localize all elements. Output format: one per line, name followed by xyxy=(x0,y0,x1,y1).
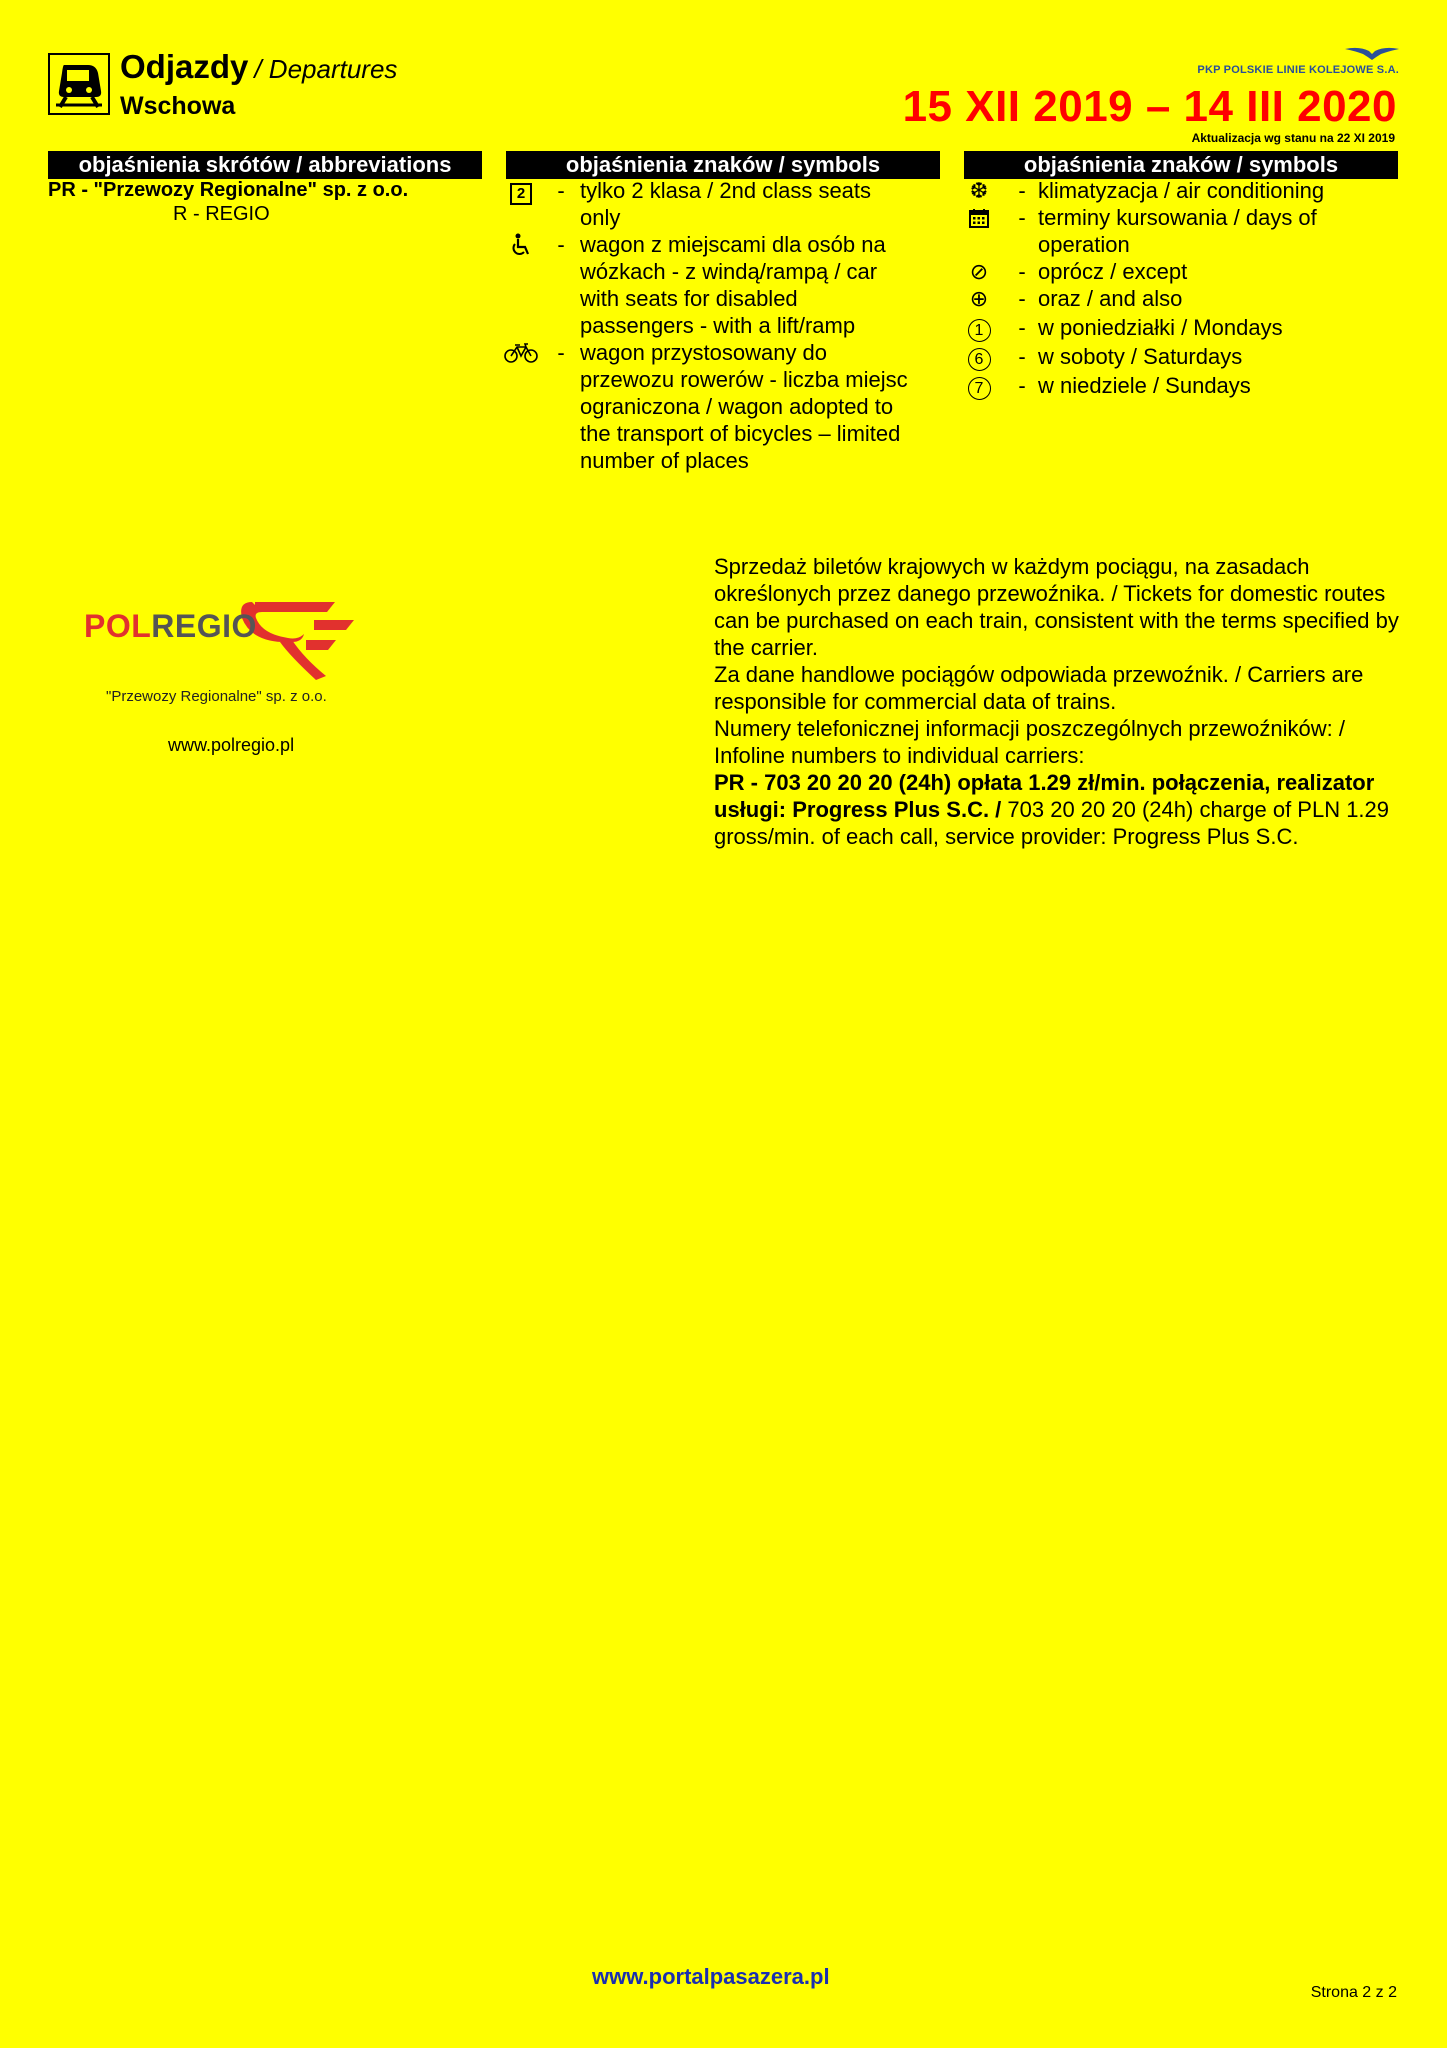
symbol-description: w soboty / Saturdays xyxy=(1038,344,1243,369)
symbol-dash: - xyxy=(1018,344,1026,369)
except-icon: ⊘ xyxy=(969,259,989,284)
symbol-dash: - xyxy=(1018,286,1026,311)
symbol-dash: - xyxy=(1018,259,1026,284)
symbol-description: wagon z miejscami dla osób na wózkach - z windą/rampą / car with seats for disabled passengers - with a lift/ramp xyxy=(580,232,886,338)
symbol-description: oprócz / except xyxy=(1038,259,1188,284)
symbol-dash: - xyxy=(557,178,565,203)
page-number: Strona 2 z 2 xyxy=(1310,1984,1397,2001)
sunday-icon: 7 xyxy=(964,372,994,400)
polregio-wordmark-regio: REGIO xyxy=(151,608,257,644)
carrier-website: www.polregio.pl xyxy=(168,735,295,755)
title-main: Odjazdy xyxy=(120,48,249,85)
polregio-wordmark-pol: POL xyxy=(84,608,152,644)
saturday-icon: 6 xyxy=(964,343,994,371)
info-tickets: Sprzedaż biletów krajowych w każdym pociągu, na zasadach określonych przez danego przewoźnika. / Tickets for domestic routes can be purchased on each train, consistent with the terms specified by the carrier. xyxy=(714,554,1399,660)
bicycle-icon xyxy=(506,339,536,370)
symbols-heading-right: objaśnienia znaków / symbols xyxy=(964,151,1398,179)
symbol-description: tylko 2 klasa / 2nd class seats only xyxy=(580,178,872,230)
abbreviation-pr: PR - "Przewozy Regionalne" sp. z o.o. xyxy=(48,179,409,201)
symbol-dash: - xyxy=(1018,373,1026,398)
wheelchair-icon xyxy=(506,231,536,263)
symbol-description: oraz / and also xyxy=(1038,286,1183,311)
info-block xyxy=(714,553,1414,850)
monday-icon: 1 xyxy=(964,314,994,342)
validity-dates: 15 XII 2019 – 14 III 2020 xyxy=(902,82,1397,131)
pkp-logo-text: PKP POLSKIE LINIE KOLEJOWE S.A. xyxy=(1197,64,1399,76)
symbol-dash: - xyxy=(557,340,565,365)
symbols-list-left xyxy=(506,177,946,517)
symbols-heading-left: objaśnienia znaków / symbols xyxy=(506,151,940,179)
info-infoline-pr-en: 703 20 20 20 (24h) charge of PLN 1.29 gross/min. of each call, service provider: Progress Plus S.C. xyxy=(714,797,1390,849)
carrier-legal-name: "Przewozy Regionalne" sp. z o.o. xyxy=(106,688,327,705)
polregio-wordmark xyxy=(84,608,257,645)
second-class-icon: 2 xyxy=(506,177,536,205)
update-note: Aktualizacja wg stanu na 22 XI 2019 xyxy=(1191,131,1395,145)
calendar-icon xyxy=(964,204,994,234)
symbol-dash: - xyxy=(557,232,565,257)
symbol-dash: - xyxy=(1018,315,1026,340)
abbreviation-r: R - REGIO xyxy=(173,203,270,225)
symbol-description: wagon przystosowany do przewozu rowerów - liczba miejsc ograniczona / wagon adopted to the transport of bicycles – limited number of places xyxy=(580,340,908,473)
abbreviations-heading: objaśnienia skrótów / abbreviations xyxy=(48,151,482,179)
symbol-description: terminy kursowania / days of operation xyxy=(1038,205,1317,257)
page-title xyxy=(120,48,397,86)
and-also-icon: ⊕ xyxy=(969,286,989,311)
title-subtitle: / Departures xyxy=(254,54,398,84)
symbols-list-right xyxy=(964,177,1404,417)
symbol-dash: - xyxy=(1018,178,1026,203)
train-icon xyxy=(48,53,110,115)
symbol-description: klimatyzacja / air conditioning xyxy=(1038,178,1325,203)
portal-link[interactable]: www.portalpasazera.pl xyxy=(592,1964,830,1989)
symbol-dash: - xyxy=(1018,205,1026,230)
info-infoline-pr-pl: PR - 703 20 20 20 (24h) opłata 1.29 zł/min. połączenia, realizator usługi: Progress Plus S.C. / xyxy=(714,770,1375,822)
info-commercial-data: Za dane handlowe pociągów odpowiada przewoźnik. / Carriers are responsible for commercial data of trains. xyxy=(714,662,1364,714)
pkp-wing-icon xyxy=(1345,46,1399,62)
info-infoline-heading: Numery telefonicznej informacji poszczególnych przewoźników: / Infoline numbers to individual carriers: xyxy=(714,716,1345,768)
air-conditioning-icon: ❆ xyxy=(969,178,989,203)
pkp-logo xyxy=(1197,46,1399,76)
symbol-description: w niedziele / Sundays xyxy=(1038,373,1251,398)
station-name: Wschowa xyxy=(120,92,236,120)
symbol-description: w poniedziałki / Mondays xyxy=(1038,315,1283,340)
info-infoline-pr xyxy=(714,769,1414,850)
